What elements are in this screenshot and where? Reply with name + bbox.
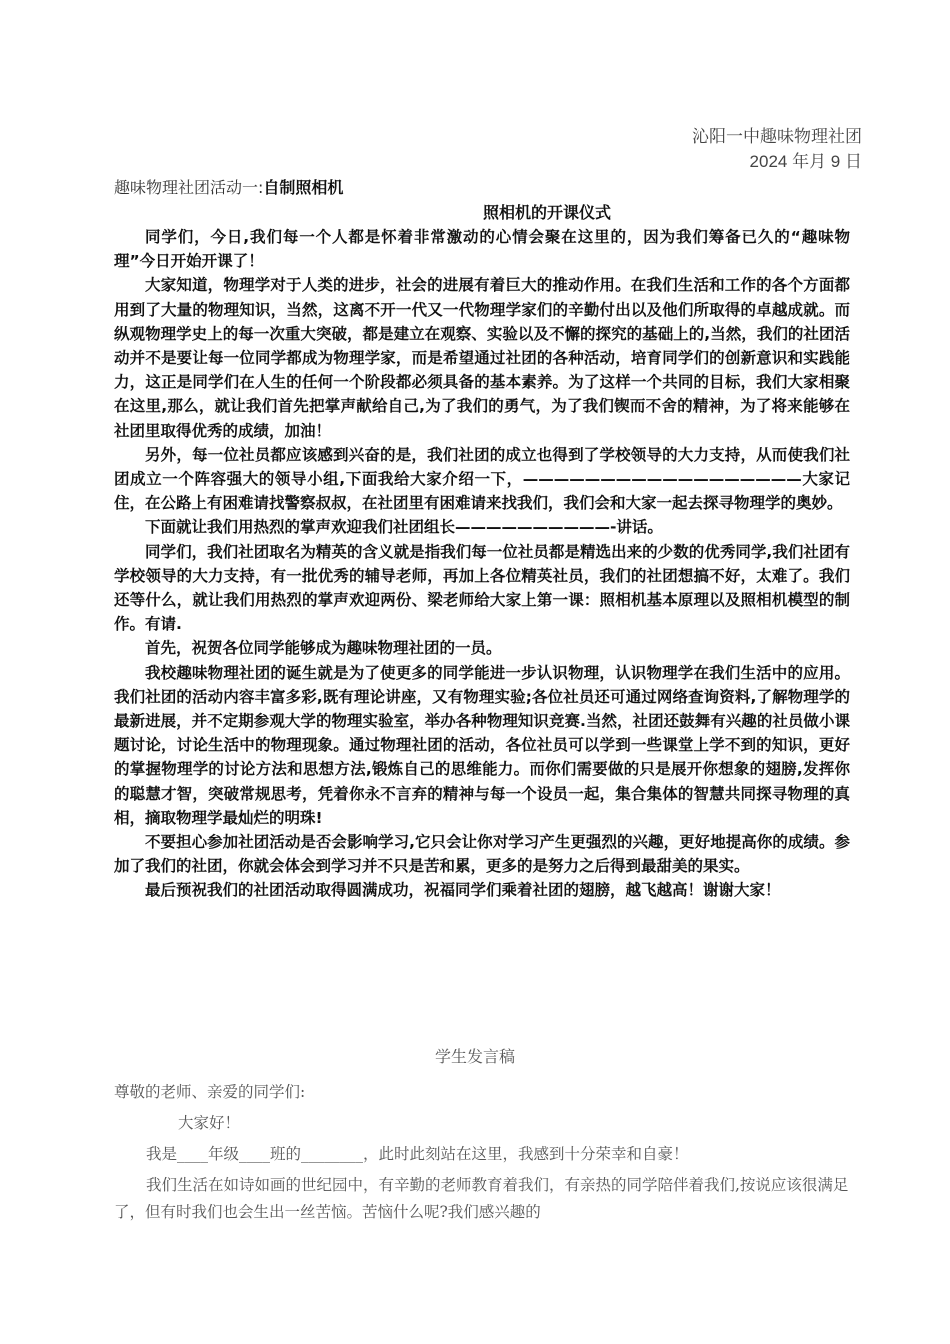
speech-title-text: 照相机的开课仪式 [482, 203, 611, 222]
activity-heading [114, 177, 343, 199]
document-date: 2024 年月 9 日 [749, 152, 862, 171]
speech-paragraph: 大家知道，物理学对于人类的进步，社会的进展有着巨大的推动作用。在我们生活和工作的各个方面都用到了大量的物理知识，当然，这离不开一代又一代物理学家们的辛勤付出以及他们所取得的卓越成就。而纵观物理学史上的每一次重大突破，都是建立在观察、实验以及不懈的探究的基础上的,当然，我们的社团活动并不是要让每一位同学都成为物理学家，而是希望通过社团的各种活动，培育同学们的创新意识和实践能力，这正是同学们在人生的任何一个阶段都必须具备的基本素养。为了这样一个共同的目标，我们大家相聚在这里,那么，就让我们首先把掌声献给自己,为了我们的勇气，为了我们锲而不舍的精神，为了将来能够在社团里取得优秀的成绩，加油！ [114, 276, 850, 440]
student-speech-hello: 大家好！ [178, 1114, 241, 1132]
activity-label: 趣味物理社团活动一: [114, 178, 264, 197]
activity-name: 自制照相机 [263, 178, 344, 197]
organization-name: 沁阳一中趣味物理社团 [692, 127, 862, 146]
speech-paragraph: 另外，每一位社员都应该感到兴奋的是，我们社团的成立也得到了学校领导的大力支持，从而使我们社团成立一个阵容强大的领导小组,下面我给大家介绍一下，——————————————————大家记住，在公路上有困难请找警察叔叔，在社团里有困难请来找我们，我们会和大家一起去探寻物理学的奥妙。 [114, 445, 850, 513]
speech-title [0, 202, 950, 224]
speech-paragraph: 同学们，我们社团取名为精英的含义就是指我们每一位社员都是精选出来的少数的优秀同学,我们社团有学校领导的大力支持，有一批优秀的辅导老师，再加上各位精英社员，我们的社团想搞不好，太难了。我们还等什么，就让我们用热烈的掌声欢迎两份、梁老师给大家上第一课：照相机基本原理以及照相机模型的制作。有请. [114, 542, 850, 634]
student-speech-body: 我们生活在如诗如画的世纪园中，有辛勤的老师教育着我们，有亲热的同学陪伴着我们,按说应该很满足了，但有时我们也会生出一丝苦恼。苦恼什么呢?我们感兴趣的 [114, 1176, 849, 1221]
opening-speech [114, 225, 850, 903]
speech-paragraph: 最后预祝我们的社团活动取得圆满成功，祝福同学们乘着社团的翅膀，越飞越高！谢谢大家！ [145, 881, 781, 900]
student-speech-intro: 我是____年级____班的________，此时此刻站在这里，我感到十分荣幸和自豪！ [146, 1145, 689, 1163]
speech-paragraph: 不要担心参加社团活动是否会影响学习,它只会让你对学习产生更强烈的兴趣，更好地提高你的成绩。参加了我们的社团，你就会体会到学习并不只是苦和累，更多的是努力之后得到最甜美的果实。 [114, 833, 850, 876]
student-speech-greeting: 尊敬的老师、亲爱的同学们: [114, 1083, 306, 1101]
speech-paragraph: 同学们，今日,我们每一个人都是怀着非常激动的心情会聚在这里的，因为我们筹备已久的“趣味物理”今日开始开课了！ [114, 228, 850, 271]
student-speech [114, 1079, 854, 1226]
student-speech-title: 学生发言稿 [434, 1047, 515, 1066]
speech-paragraph: 首先，祝贺各位同学能够成为趣味物理社团的一员。 [145, 639, 502, 658]
speech-paragraph: 下面就让我们用热烈的掌声欢迎我们社团组长——————————-讲话。 [145, 518, 663, 537]
speech-paragraph: 我校趣味物理社团的诞生就是为了使更多的同学能进一步认识物理，认识物理学在我们生活中的应用。我们社团的活动内容丰富多彩,既有理论讲座，又有物理实验;各位社员还可通过网络查询资料,了解物理学的最新进展，并不定期参观大学的物理实验室，举办各种物理知识竞赛.当然，社团还鼓舞有兴趣的社员做小课题讨论，讨论生活中的物理现象。通过物理社团的活动，各位社员可以学到一些课堂上学不到的知识，更好的掌握物理学的讨论方法和思想方法,锻炼自己的思维能力。而你们需要做的只是展开你想象的翅膀,发挥你的聪慧才智，突破常规思考，凭着你永不言弃的精神与每一个设员一起，集合集体的智慧共同探寻物理的真相，摘取物理学最灿烂的明珠! [114, 663, 850, 827]
